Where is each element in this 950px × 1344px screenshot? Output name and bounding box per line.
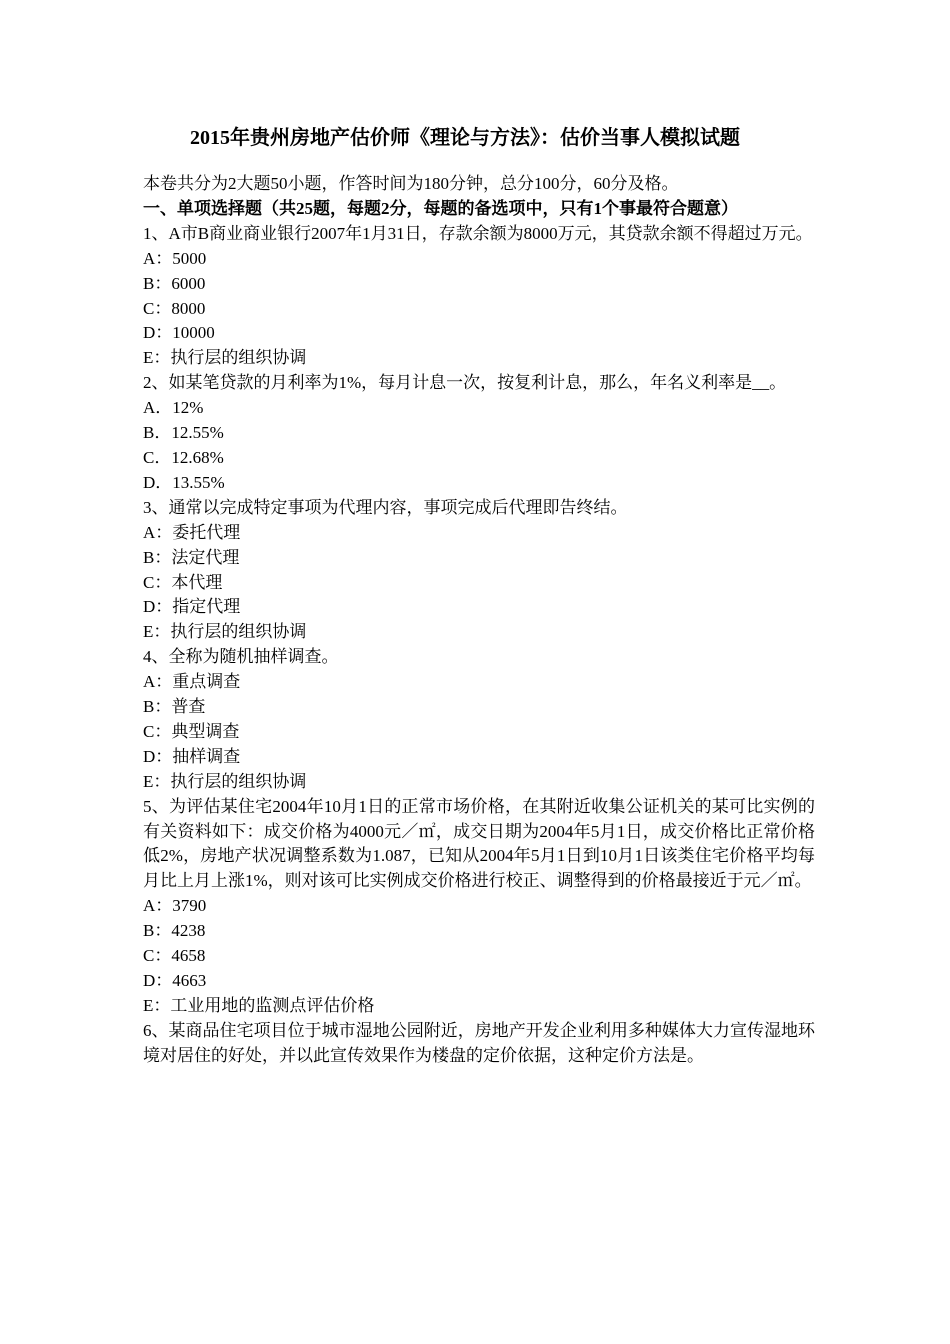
question-6: [143, 1019, 815, 1069]
option-d: D：10000: [143, 323, 215, 343]
option-b: B．12.55%: [143, 423, 224, 443]
option-b: B：法定代理: [143, 547, 240, 567]
document-body: [143, 172, 815, 1069]
question-4: [143, 645, 815, 794]
option-a: A：5000: [143, 248, 207, 268]
question-stem: 5、为评估某住宅2004年10月1日的正常市场价格，在其附近收集公证机关的某可比实例的有关资料如下：成交价格为4000元／㎡，成交日期为2004年5月1日，成交价格比正常价格低2%，房地产状况调整系数为1.087，已知从2004年5月1日到10月1日该类住宅价格平均每月比上月上涨1%，则对该可比实例成交价格进行校正、调整得到的价格最接近于元／㎡。: [143, 796, 815, 891]
option-e: E：执行层的组织协调: [143, 348, 307, 368]
option-c: C：8000: [143, 298, 206, 318]
option-a: A．12%: [143, 398, 204, 418]
exam-intro: 本卷共分为2大题50小题，作答时间为180分钟，总分100分，60分及格。: [143, 174, 679, 193]
question-stem: 2、如某笔贷款的月利率为1%，每月计息一次，按复利计息，那么，年名义利率是__。: [143, 373, 787, 393]
option-e: E：执行层的组织协调: [143, 622, 307, 642]
document-title: 2015年贵州房地产估价师《理论与方法》：估价当事人模拟试题: [190, 127, 740, 149]
question-3: [143, 496, 815, 645]
option-c: C：本代理: [143, 572, 223, 592]
option-b: B：普查: [143, 697, 206, 717]
question-1: [143, 222, 815, 371]
option-a: A：重点调查: [143, 672, 241, 692]
option-d: D．13.55%: [143, 472, 225, 492]
option-e: E：执行层的组织协调: [143, 771, 307, 791]
question-stem: 1、A市B商业商业银行2007年1月31日，存款余额为8000万元，其贷款余额不得超过万元。: [143, 223, 813, 243]
option-c: C．12.68%: [143, 447, 224, 467]
option-b: B：4238: [143, 921, 206, 941]
option-c: C：4658: [143, 946, 206, 966]
question-stem: 4、全称为随机抽样调查。: [143, 647, 339, 667]
option-c: C：典型调查: [143, 721, 240, 741]
option-e: E：工业用地的监测点评估价格: [143, 995, 375, 1015]
option-d: D：指定代理: [143, 597, 241, 617]
option-a: A：3790: [143, 896, 207, 916]
option-d: D：抽样调查: [143, 746, 241, 766]
option-a: A：委托代理: [143, 522, 241, 542]
option-d: D：4663: [143, 971, 207, 990]
question-5: [143, 795, 815, 1019]
question-2: [143, 371, 815, 496]
option-b: B：6000: [143, 273, 206, 293]
question-stem: 6、某商品住宅项目位于城市湿地公园附近，房地产开发企业利用多种媒体大力宣传湿地环境对居住的好处，并以此宣传效果作为楼盘的定价依据，这种定价方法是。: [143, 1020, 815, 1065]
question-stem: 3、通常以完成特定事项为代理内容，事项完成后代理即告终结。: [143, 497, 628, 517]
section-heading: 一、单项选择题（共25题，每题2分，每题的备选项中，只有1个事最符合题意）: [143, 198, 738, 218]
